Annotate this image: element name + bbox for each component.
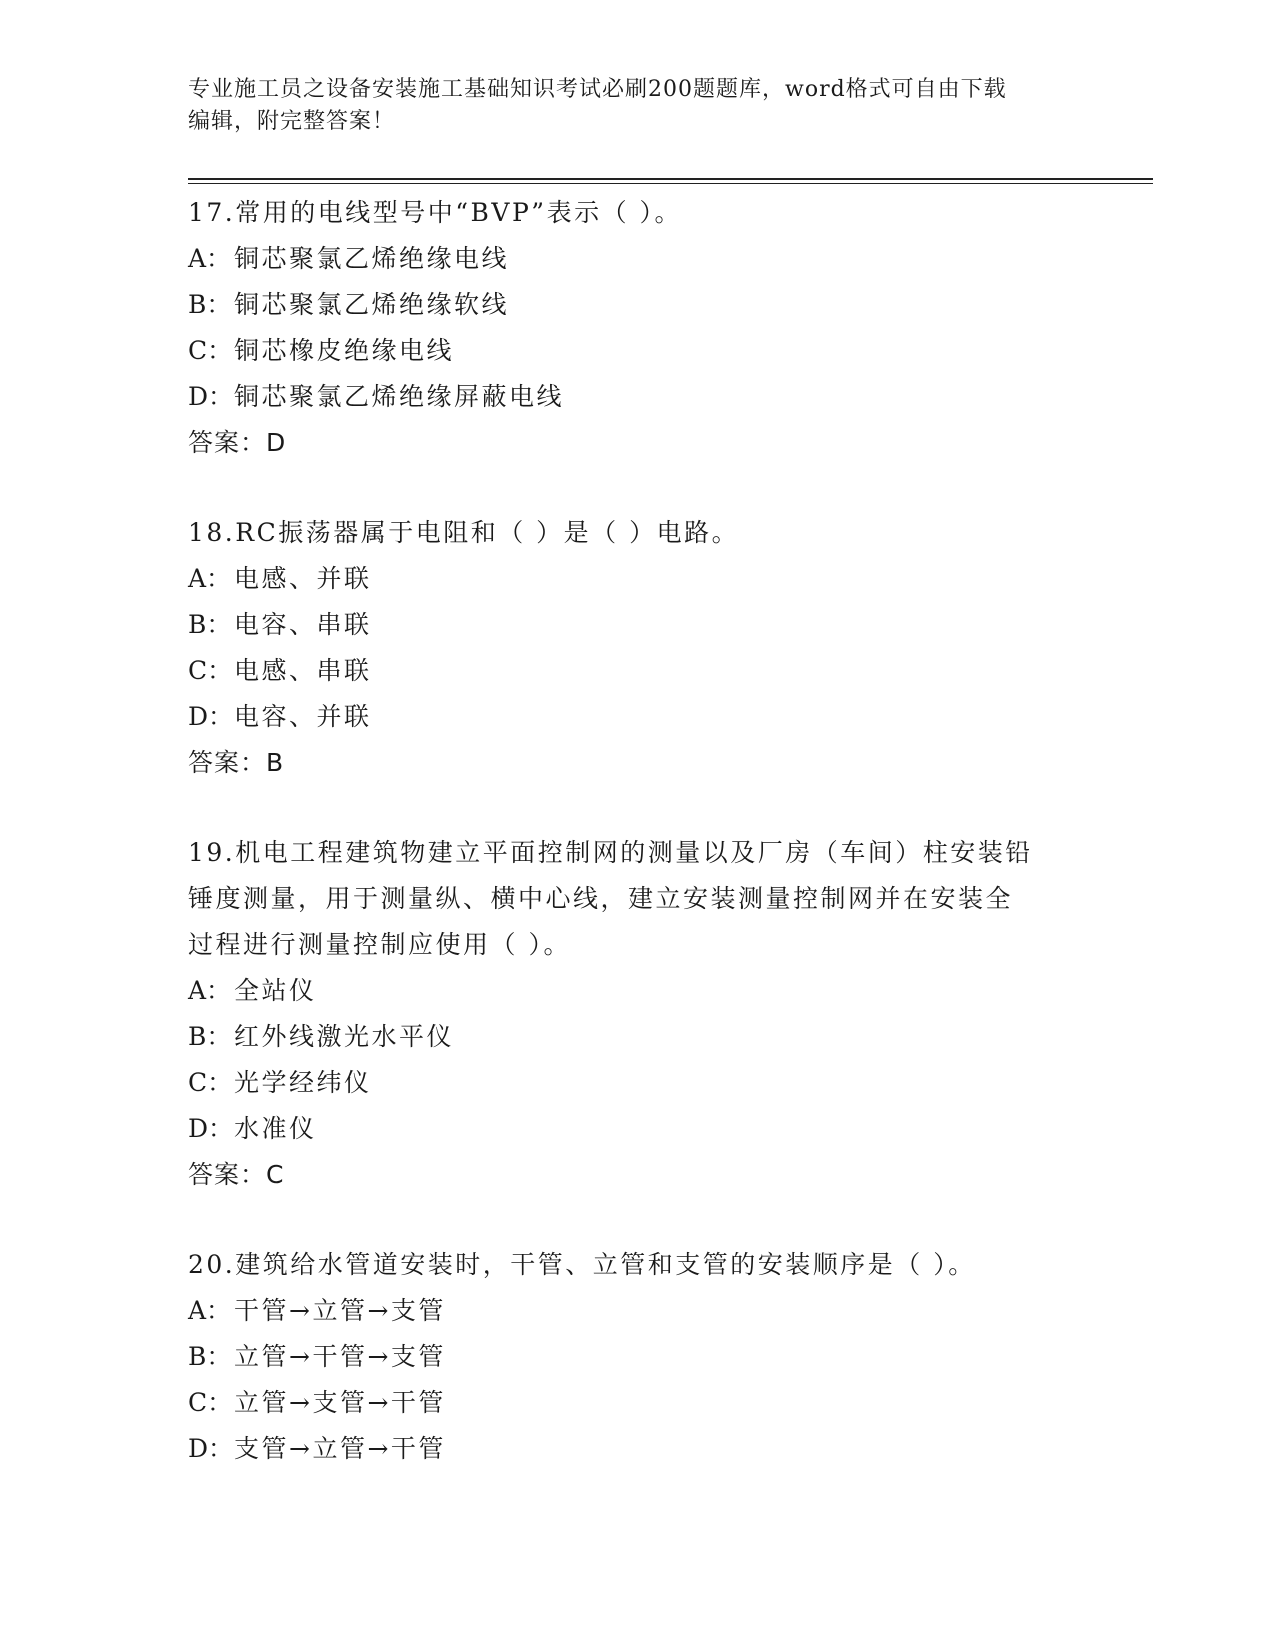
- option-text: 铜芯聚氯乙烯绝缘软线: [234, 290, 510, 319]
- option-d: [188, 1106, 1088, 1152]
- option-b: [188, 282, 1088, 328]
- option-letter: B：: [188, 610, 232, 639]
- option-c: [188, 1380, 1088, 1426]
- option-b: [188, 1334, 1088, 1380]
- option-text: 电感、串联: [234, 656, 372, 685]
- option-letter: D：: [188, 382, 234, 411]
- option-letter: A：: [188, 244, 232, 273]
- question-stem: 20.建筑给水管道安装时，干管、立管和支管的安装顺序是（ ）。: [188, 1250, 976, 1279]
- question-stem-line-3: 过程进行测量控制应使用（ ）。: [188, 930, 571, 959]
- option-b: [188, 602, 1088, 648]
- option-letter: D：: [188, 702, 234, 731]
- option-b: [188, 1014, 1088, 1060]
- header-title-line-1: 专业施工员之设备安装施工基础知识考试必刷200题题库，word格式可自由下载: [188, 77, 1007, 102]
- question-spacer: [188, 466, 1088, 510]
- header-title-line-2: 编辑，附完整答案！: [188, 109, 396, 134]
- option-a: [188, 1288, 1088, 1334]
- option-letter: C：: [188, 1388, 233, 1417]
- answer-label: 答案：D: [188, 428, 287, 457]
- option-letter: C：: [188, 1068, 233, 1097]
- option-text: 干管→立管→支管: [234, 1296, 446, 1325]
- option-letter: B：: [188, 1022, 232, 1051]
- option-text: 电感、并联: [234, 564, 372, 593]
- question-20: [188, 1242, 1088, 1472]
- option-text: 光学经纬仪: [234, 1068, 372, 1097]
- option-letter: D：: [188, 1434, 234, 1463]
- option-c: [188, 328, 1088, 374]
- option-c: [188, 1060, 1088, 1106]
- option-letter: D：: [188, 1114, 234, 1143]
- option-a: [188, 556, 1088, 602]
- option-letter: A：: [188, 1296, 232, 1325]
- option-text: 立管→支管→干管: [234, 1388, 446, 1417]
- option-text: 电容、串联: [234, 610, 372, 639]
- question-stem-line-2: 锤度测量，用于测量纵、横中心线，建立安装测量控制网并在安装全: [188, 884, 1014, 913]
- option-d: [188, 1426, 1088, 1472]
- document-header: [188, 74, 1088, 138]
- option-letter: B：: [188, 1342, 232, 1371]
- question-stem: 17.常用的电线型号中“BVP”表示（ ）。: [188, 198, 683, 227]
- header-divider-thin: [188, 183, 1153, 184]
- question-17: [188, 190, 1088, 466]
- question-spacer: [188, 786, 1088, 830]
- option-text: 支管→立管→干管: [234, 1434, 446, 1463]
- question-19: [188, 830, 1088, 1198]
- option-text: 立管→干管→支管: [234, 1342, 446, 1371]
- option-text: 铜芯聚氯乙烯绝缘屏蔽电线: [234, 382, 565, 411]
- question-spacer: [188, 1198, 1088, 1242]
- option-d: [188, 694, 1088, 740]
- option-text: 铜芯橡皮绝缘电线: [234, 336, 455, 365]
- question-18: [188, 510, 1088, 786]
- option-d: [188, 374, 1088, 420]
- option-letter: C：: [188, 336, 233, 365]
- option-letter: C：: [188, 656, 233, 685]
- option-text: 铜芯聚氯乙烯绝缘电线: [234, 244, 510, 273]
- answer-label: 答案：B: [188, 748, 285, 777]
- question-stem: 18.RC振荡器属于电阻和（ ）是（ ）电路。: [188, 518, 740, 547]
- question-stem-line-1: 19.机电工程建筑物建立平面控制网的测量以及厂房（车间）柱安装铅: [188, 838, 1033, 867]
- question-list: [188, 190, 1088, 1472]
- option-text: 全站仪: [234, 976, 317, 1005]
- option-text: 红外线激光水平仪: [234, 1022, 455, 1051]
- option-letter: B：: [188, 290, 232, 319]
- option-text: 水准仪: [234, 1114, 317, 1143]
- header-divider-thick: [188, 178, 1153, 180]
- option-letter: A：: [188, 564, 232, 593]
- answer-label: 答案：C: [188, 1160, 285, 1189]
- option-letter: A：: [188, 976, 232, 1005]
- option-a: [188, 968, 1088, 1014]
- option-text: 电容、并联: [234, 702, 372, 731]
- option-c: [188, 648, 1088, 694]
- option-a: [188, 236, 1088, 282]
